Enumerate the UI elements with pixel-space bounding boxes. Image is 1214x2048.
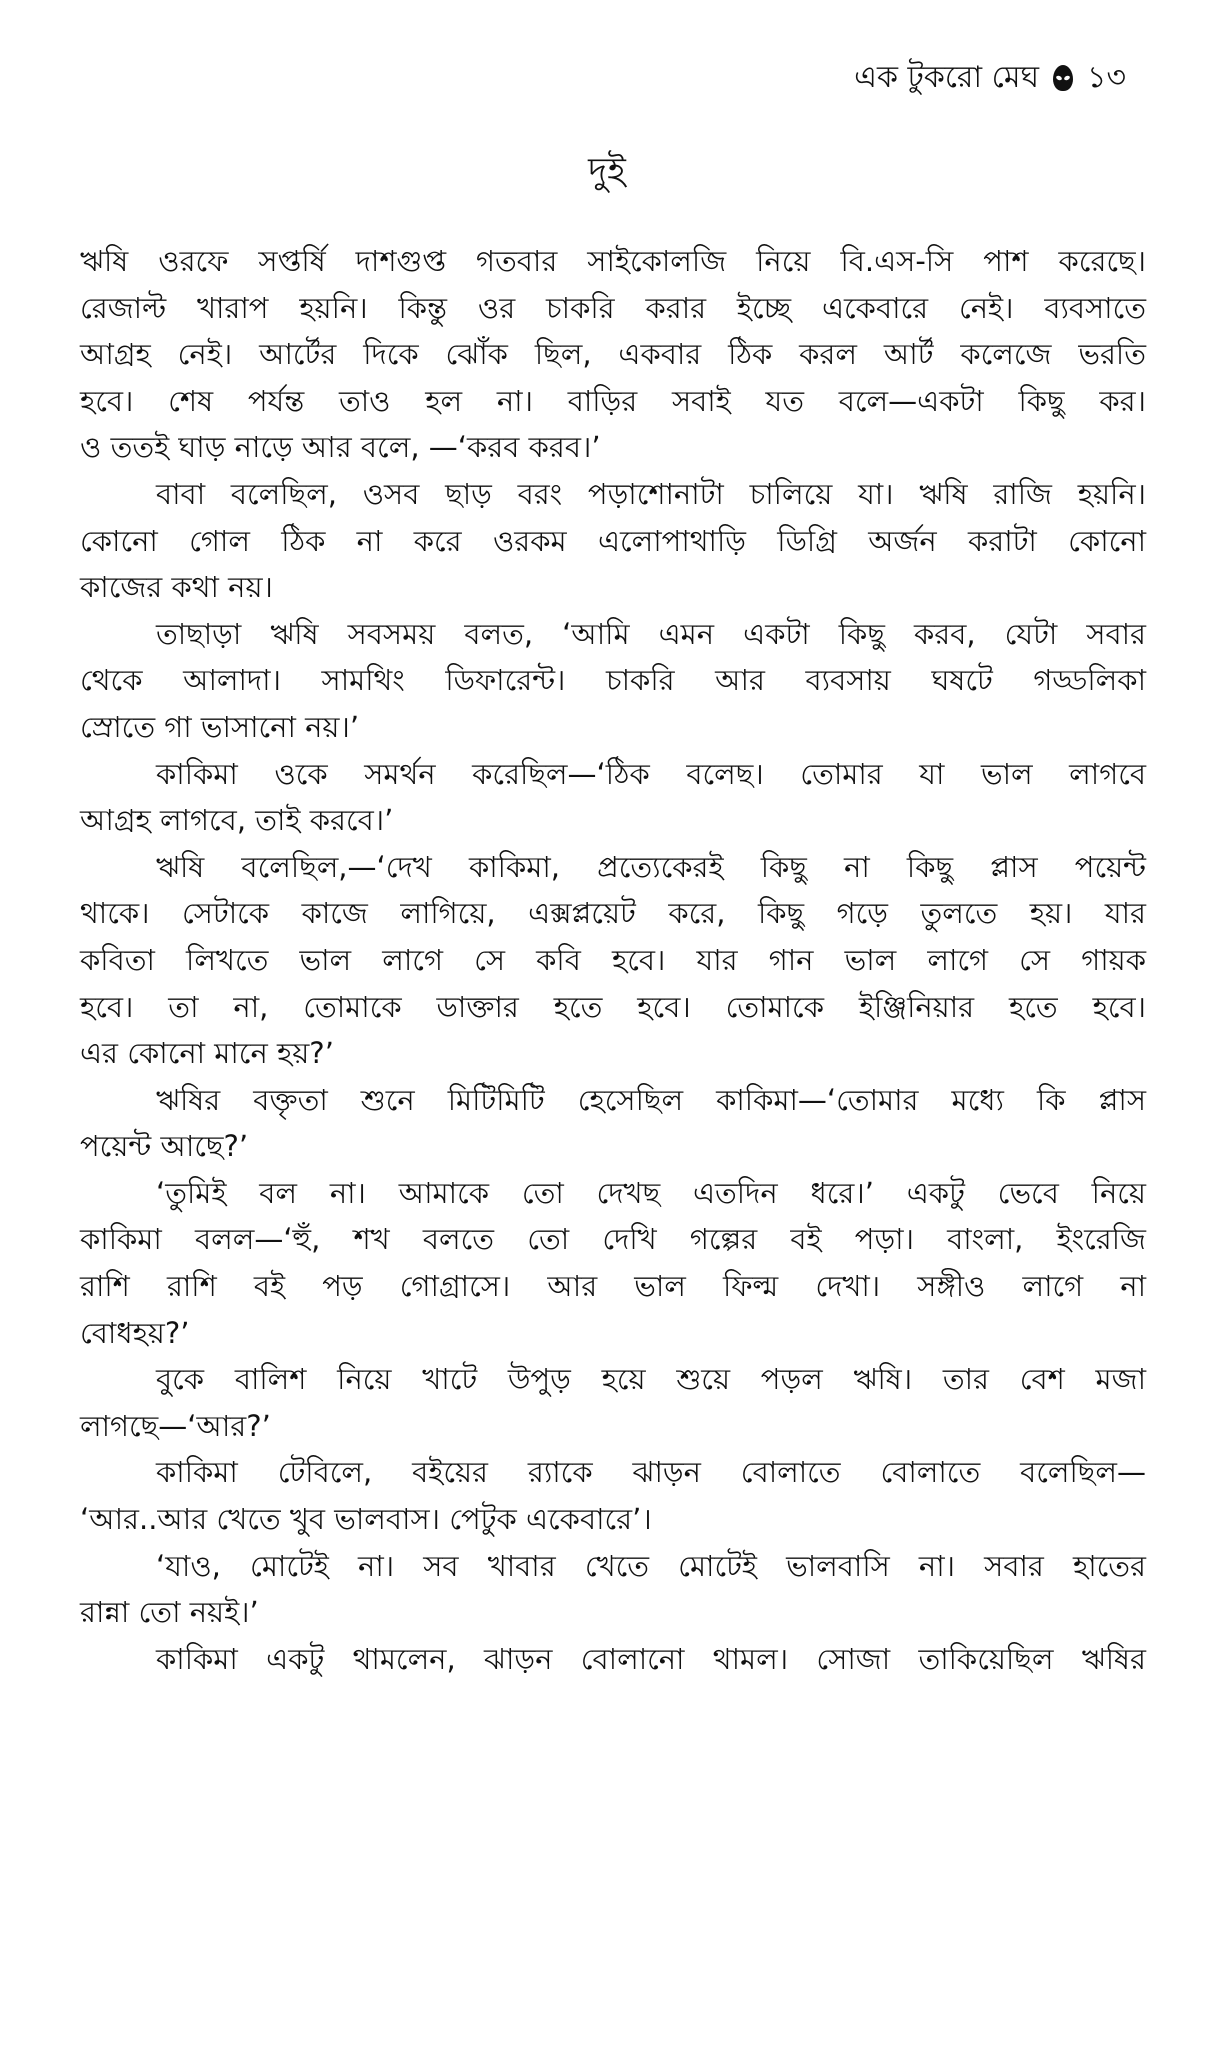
text-line: কাকিমা টেবিলে, বইয়ের র‍্যাকে ঝাড়ন বোলাতে বোলাতে বলেছিল—: [156, 1455, 1146, 1490]
text-line: কোনো গোল ঠিক না করে ওরকম এলোপাথাড়ি ডিগ্রি অর্জন করাটা কোনো: [80, 523, 1146, 558]
text-line: রান্না তো নয়ই।’: [80, 1595, 259, 1630]
text-line: বাবা বলেছিল, ওসব ছাড় বরং পড়াশোনাটা চালিয়ে যা। ঋষি রাজি হয়নি।: [156, 476, 1146, 511]
text-line: এর কোনো মানে হয়?’: [80, 1036, 334, 1071]
text-line: ঋষি ওরফে সপ্তর্ষি দাশগুপ্ত গতবার সাইকোলজি নিয়ে বি.এস-সি পাশ করেছে।: [80, 244, 1146, 278]
text-line: আগ্রহ নেই। আর্টের দিকে ঝোঁক ছিল, একবার ঠিক করল আর্ট কলেজে ভরতি: [80, 337, 1146, 372]
text-line: রেজাল্ট খারাপ হয়নি। কিন্তু ওর চাকরি করার ইচ্ছে একেবারে নেই। ব্যবসাতে: [80, 290, 1146, 325]
text-line: ‘আর..আর খেতে খুব ভালবাস। পেটুক একেবারে’।: [80, 1502, 652, 1537]
text-line: ঋষি বলেছিল,—‘দেখ কাকিমা, প্রত্যেকেরই কিছু না কিছু প্লাস পয়েন্ট: [156, 849, 1146, 884]
text-line: বুকে বালিশ নিয়ে খাটে উপুড় হয়ে শুয়ে পড়ল ঋষি। তার বেশ মজা: [156, 1362, 1146, 1397]
text-line: ‘তুমিই বল না। আমাকে তো দেখছ এতদিন ধরে।’ একটু ভেবে নিয়ে: [156, 1175, 1146, 1210]
page-number: ১৩: [1087, 60, 1126, 95]
text-line: থেকে আলাদা। সামথিং ডিফারেন্ট। চাকরি আর ব্যবসায় ঘষটে গড্ডলিকা: [80, 663, 1146, 698]
text-line: ‘যাও, মোটেই না। সব খাবার খেতে মোটেই ভালবাসি না। সবার হাতের: [156, 1548, 1146, 1583]
text-line: ঋষির বক্তৃতা শুনে মিটিমিটি হেসেছিল কাকিমা—‘তোমার মধ্যে কি প্লাস: [156, 1082, 1146, 1117]
text-line: ও ততই ঘাড় নাড়ে আর বলে, —‘করব করব।’: [80, 430, 601, 465]
text-line: পয়েন্ট আছে?’: [80, 1129, 249, 1164]
text-line: হবে। শেষ পর্যন্ত তাও হল না। বাড়ির সবাই যত বলে—একটা কিছু কর।: [80, 383, 1146, 418]
book-title: এক টুকরো মেঘ: [854, 60, 1040, 95]
text-line: তাছাড়া ঋষি সবসময় বলত, ‘আমি এমন একটা কিছু করব, যেটা সবার: [156, 616, 1146, 651]
text-line: কাকিমা বলল—‘হুঁ, শখ বলতে তো দেখি গল্পের বই পড়া। বাংলা, ইংরেজি: [80, 1222, 1146, 1257]
text-line: বোধহয়?’: [80, 1315, 190, 1350]
running-head: [854, 58, 1126, 98]
text-line: থাকে। সেটাকে কাজে লাগিয়ে, এক্সপ্লয়েট করে, কিছু গড়ে তুলতে হয়। যার: [80, 896, 1146, 931]
text-line: হবে। তা না, তোমাকে ডাক্তার হতে হবে। তোমাকে ইঞ্জিনিয়ার হতে হবে।: [80, 989, 1146, 1024]
text-line: কবিতা লিখতে ভাল লাগে সে কবি হবে। যার গান ভাল লাগে সে গায়ক: [80, 942, 1146, 977]
text-line: স্রোতে গা ভাসানো নয়।’: [80, 709, 360, 744]
skull-icon: [1053, 65, 1073, 91]
text-line: কাকিমা ওকে সমর্থন করেছিল—‘ঠিক বলেছ। তোমার যা ভাল লাগবে: [156, 756, 1146, 791]
text-line: রাশি রাশি বই পড় গোগ্রাসে। আর ভাল ফিল্ম দেখা। সঙ্গীও লাগে না: [80, 1269, 1146, 1304]
text-line: লাগছে—‘আর?’: [80, 1408, 271, 1443]
text-line: কাজের কথা নয়।: [80, 570, 273, 605]
text-line: আগ্রহ লাগবে, তাই করবে।’: [80, 803, 394, 838]
chapter-title: দুই: [588, 151, 626, 192]
body-text: [80, 238, 1146, 1682]
text-line: কাকিমা একটু থামলেন, ঝাড়ন বোলানো থামল। সোজা তাকিয়েছিল ঋষির: [156, 1641, 1146, 1676]
